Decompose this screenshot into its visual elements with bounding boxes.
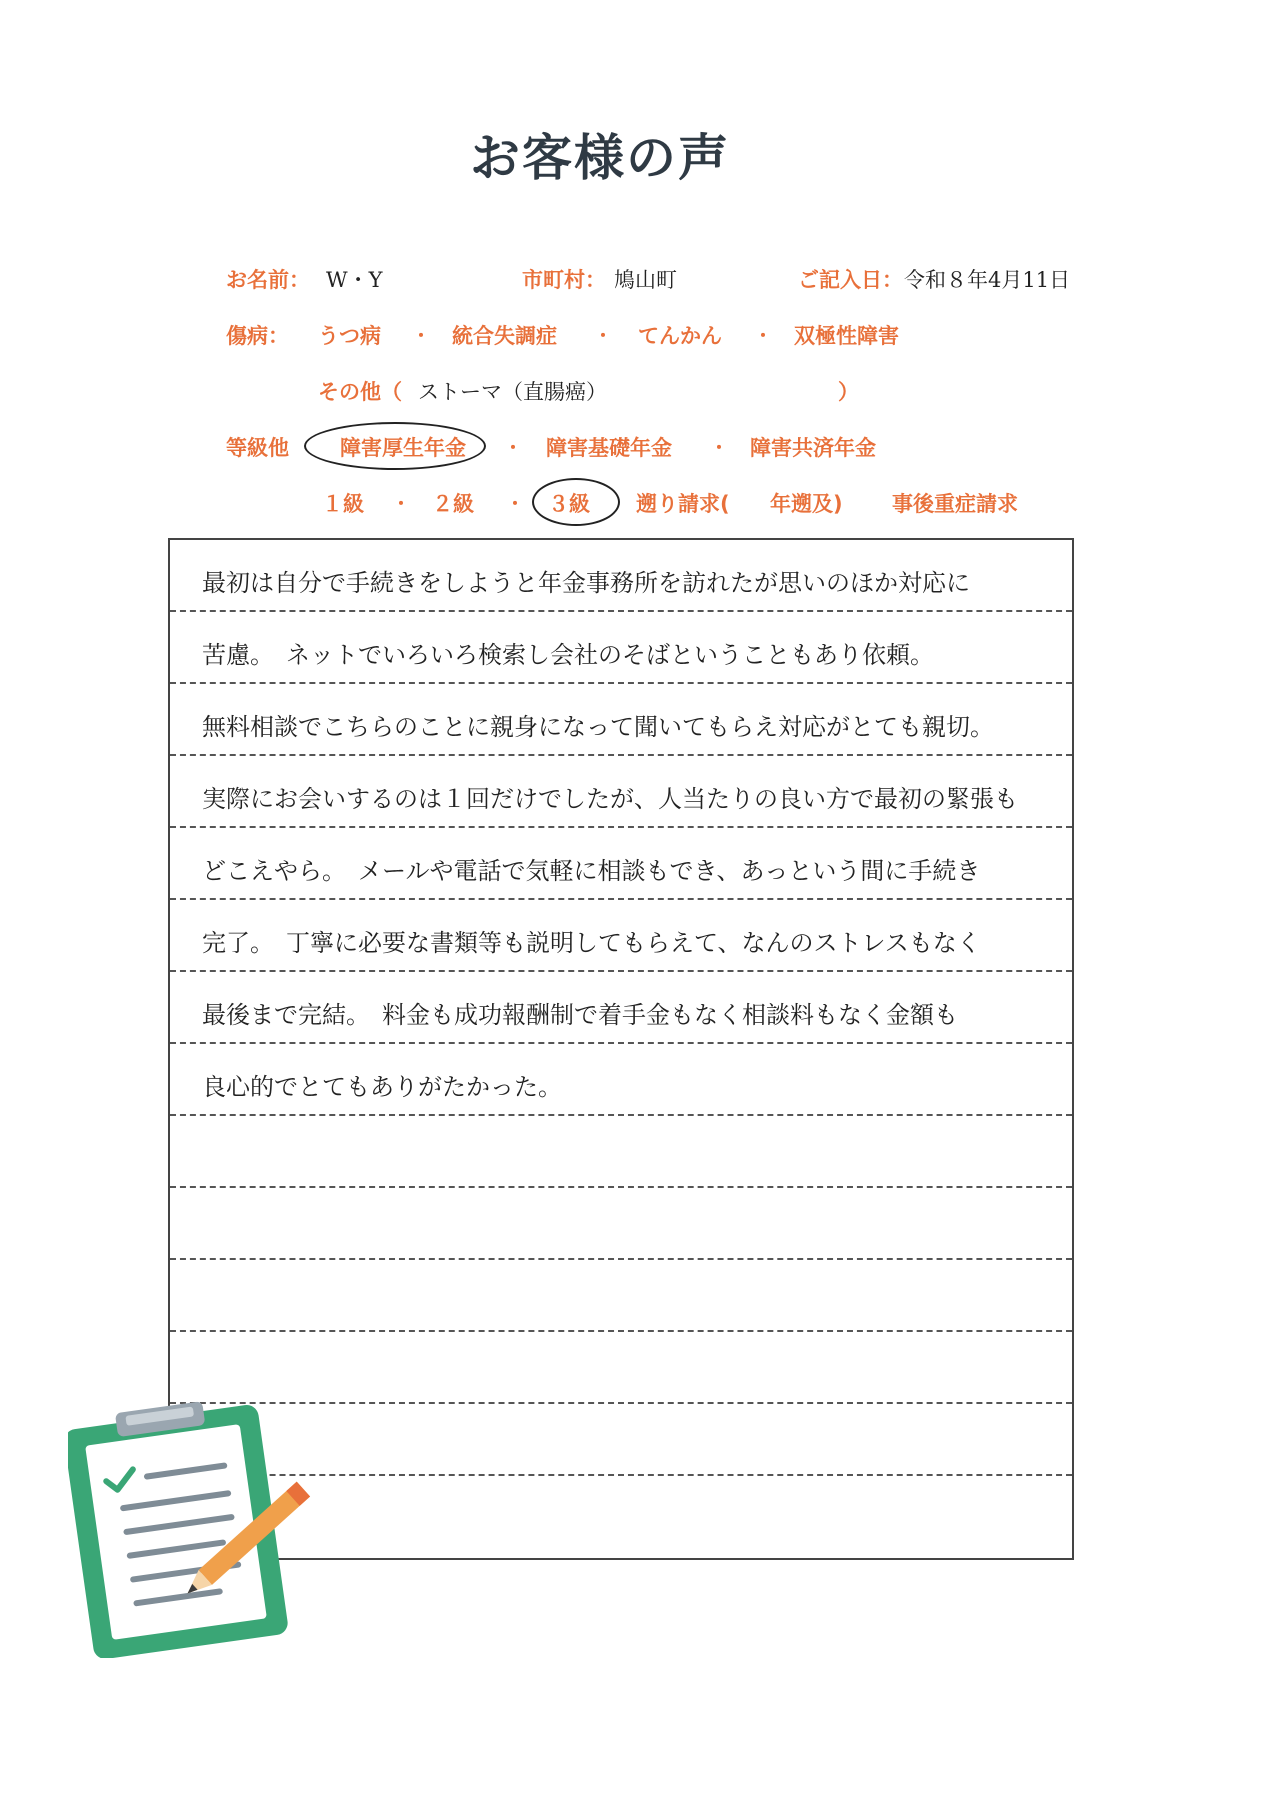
comment-line: [170, 828, 1072, 900]
clipboard-illustration: [68, 1398, 328, 1658]
comment-text: 実際にお会いするのは１回だけでしたが、人当たりの良い方で最初の緊張も: [202, 785, 1018, 813]
comment-text: 良心的でとてもありがたかった。: [202, 1073, 562, 1101]
comment-line: [170, 612, 1072, 684]
comment-text: 苦慮。 ネットでいろいろ検索し会社のそばということもあり依頼。: [202, 641, 934, 669]
selection-circle: [532, 478, 620, 526]
comment-line: [170, 1188, 1072, 1260]
comment-line: [170, 972, 1072, 1044]
pension-option: 障害基礎年金: [546, 436, 672, 460]
disease-option: うつ病: [318, 324, 381, 348]
comment-line: [170, 1332, 1072, 1404]
comment-line: [170, 756, 1072, 828]
separator-dot: ・: [506, 494, 524, 515]
name-label: お名前：: [226, 268, 310, 292]
level-option: ２級: [432, 492, 474, 516]
pension-option-selected: 障害厚生年金: [340, 436, 466, 460]
disease-option: 統合失調症: [452, 324, 557, 348]
pension-option: 障害共済年金: [750, 436, 876, 460]
other-label: その他（: [318, 380, 402, 404]
city-label: 市町村：: [522, 268, 606, 292]
date-value: 令和８年4月11日: [904, 268, 1071, 292]
separator-dot: ・: [754, 326, 772, 347]
disease-option: てんかん: [638, 324, 722, 348]
disease-label: 傷病：: [226, 324, 289, 348]
grade-label: 等級他: [226, 436, 289, 460]
selection-circle: [304, 422, 486, 470]
other-value: ストーマ（直腸癌）: [418, 380, 607, 404]
level-option: １級: [322, 492, 364, 516]
comment-text: 完了。 丁寧に必要な書類等も説明してもらえて、なんのストレスもなく: [202, 929, 981, 957]
post-claim-label: 事後重症請求: [892, 492, 1018, 516]
comment-line: [170, 1260, 1072, 1332]
comment-text: 無料相談でこちらのことに親身になって聞いてもらえ対応がとても親切。: [202, 713, 994, 741]
comment-text: どこえやら。 メールや電話で気軽に相談もでき、あっという間に手続き: [202, 857, 981, 885]
disease-option: 双極性障害: [794, 324, 899, 348]
comment-text: 最後まで完結。 料金も成功報酬制で着手金もなく相談料もなく金額も: [202, 1001, 958, 1029]
name-value: W・Y: [326, 268, 383, 292]
comment-line: [170, 540, 1072, 612]
comment-line: [170, 1116, 1072, 1188]
separator-dot: ・: [594, 326, 612, 347]
other-close: ）: [838, 380, 859, 404]
separator-dot: ・: [392, 494, 410, 515]
date-label: ご記入日：: [798, 268, 903, 292]
separator-dot: ・: [412, 326, 430, 347]
comment-line: [170, 684, 1072, 756]
retro-years-label: 年遡及): [770, 492, 843, 516]
page-title: お客様の声: [470, 129, 730, 187]
comment-line: [170, 900, 1072, 972]
level-option-selected: ３級: [548, 492, 590, 516]
retro-claim-label: 遡り請求(: [636, 492, 730, 516]
separator-dot: ・: [504, 438, 522, 459]
comment-text: 最初は自分で手続きをしようと年金事務所を訪れたが思いのほか対応に: [202, 569, 970, 597]
separator-dot: ・: [710, 438, 728, 459]
city-value: 鳩山町: [614, 268, 677, 292]
comment-line: [170, 1044, 1072, 1116]
